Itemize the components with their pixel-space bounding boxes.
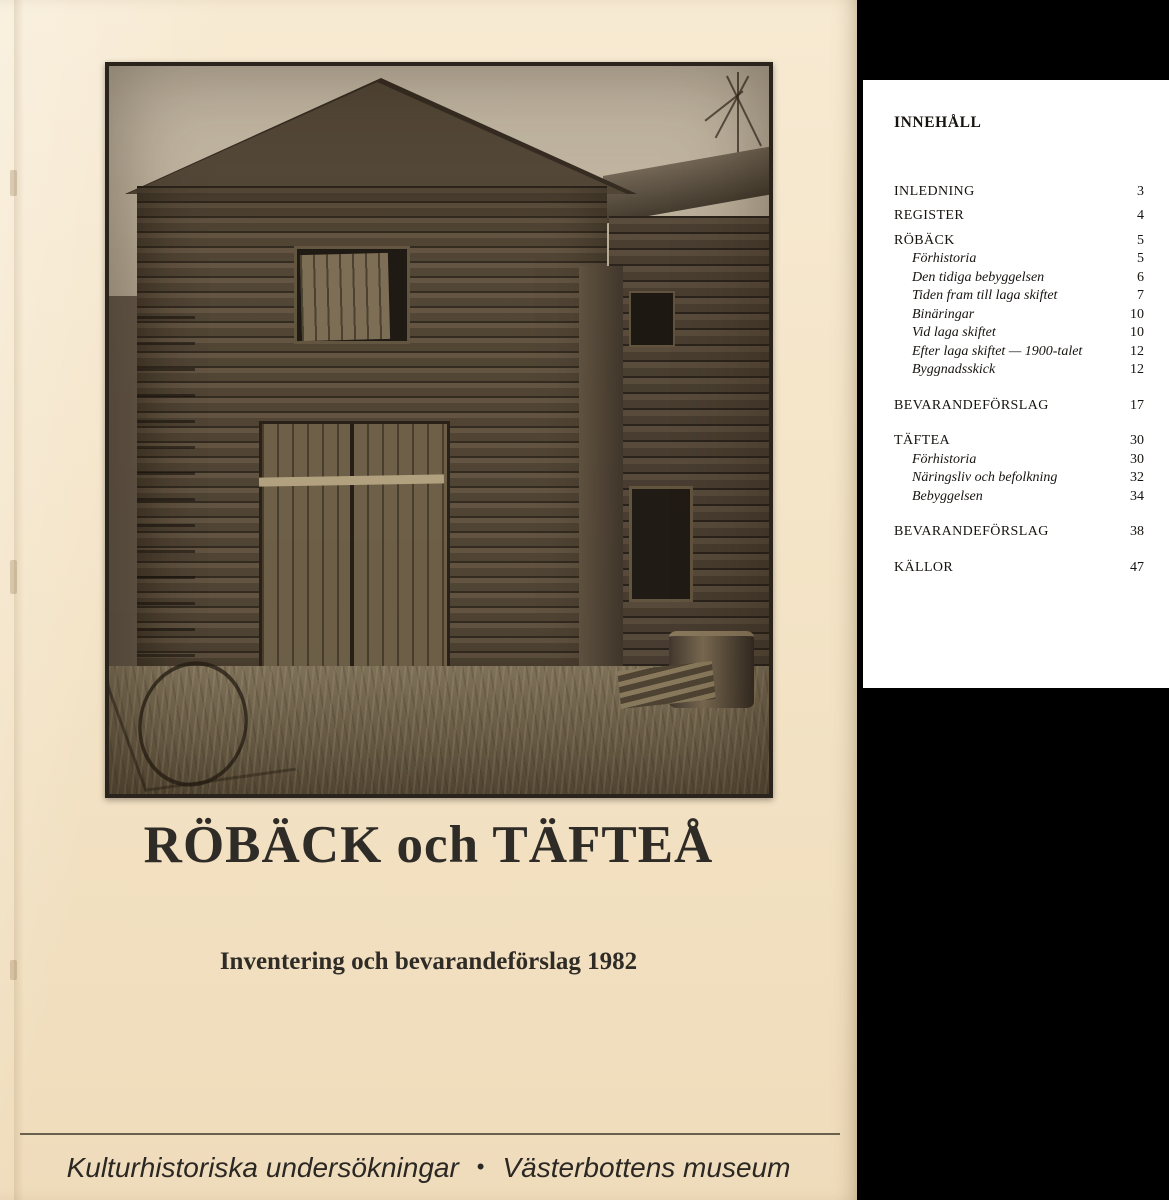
contents-entry[interactable] bbox=[894, 488, 1144, 506]
contents-entry[interactable] bbox=[894, 324, 1144, 342]
contents-entry-page: 32 bbox=[1130, 470, 1144, 486]
cover-subtitle: Inventering och bevarandeförslag 1982 bbox=[219, 948, 638, 975]
cover-photograph-frame bbox=[105, 62, 773, 798]
contents-spacer bbox=[894, 506, 1144, 523]
contents-entry-page: 30 bbox=[1130, 433, 1144, 449]
contents-entry-page: 4 bbox=[1137, 208, 1144, 224]
contents-entry-label: BEVARANDEFÖRSLAG bbox=[894, 524, 1049, 540]
contents-entry[interactable] bbox=[894, 250, 1144, 268]
table-of-contents-page bbox=[863, 80, 1169, 688]
contents-entry-label: RÖBÄCK bbox=[894, 232, 955, 248]
cover-photograph bbox=[109, 66, 769, 794]
contents-entry[interactable] bbox=[894, 287, 1144, 305]
cover-footer-right: Västerbottens museum bbox=[502, 1152, 791, 1183]
contents-entry-label: Näringsliv och befolkning bbox=[912, 470, 1058, 486]
contents-entry-page: 12 bbox=[1130, 362, 1144, 378]
contents-entry-label: Byggnadsskick bbox=[912, 362, 996, 378]
contents-spacer bbox=[894, 542, 1144, 559]
contents-entry[interactable] bbox=[894, 559, 1144, 577]
contents-entry-label: Tiden fram till laga skiftet bbox=[912, 288, 1058, 304]
contents-spacer bbox=[894, 415, 1144, 432]
cover-edge-mark bbox=[10, 560, 17, 594]
photo-vignette bbox=[109, 66, 769, 794]
contents-entry[interactable] bbox=[894, 207, 1144, 225]
contents-entry-page: 5 bbox=[1137, 232, 1144, 248]
contents-heading: INNEHÅLL bbox=[894, 114, 982, 131]
cover-title: RÖBÄCK och TÄFTEÅ bbox=[143, 816, 714, 874]
cover-edge-mark bbox=[10, 170, 17, 196]
contents-entry[interactable] bbox=[894, 523, 1144, 541]
contents-entry[interactable] bbox=[894, 451, 1144, 469]
contents-entry[interactable] bbox=[894, 469, 1144, 487]
contents-entry-label: KÄLLOR bbox=[894, 559, 954, 575]
contents-entry-label: Vid laga skiftet bbox=[912, 325, 996, 341]
contents-entry[interactable] bbox=[894, 183, 1144, 201]
contents-entry-page: 12 bbox=[1130, 343, 1144, 359]
contents-entry-page: 17 bbox=[1130, 397, 1144, 413]
contents-entry[interactable] bbox=[894, 306, 1144, 324]
contents-list bbox=[894, 166, 1144, 577]
contents-entry-page: 10 bbox=[1130, 306, 1144, 322]
contents-entry-page: 5 bbox=[1137, 251, 1144, 267]
contents-entry-label: INLEDNING bbox=[894, 184, 975, 199]
cover-footer bbox=[0, 1152, 857, 1184]
contents-entry[interactable] bbox=[894, 397, 1144, 415]
contents-entry-label: Den tidiga bebyggelsen bbox=[912, 269, 1045, 285]
cover-footer-left: Kulturhistoriska undersökningar bbox=[66, 1152, 459, 1183]
contents-entry-page: 3 bbox=[1137, 184, 1144, 199]
contents-entry-page: 30 bbox=[1130, 451, 1144, 467]
contents-entry-label: BEVARANDEFÖRSLAG bbox=[894, 397, 1049, 413]
contents-entry[interactable] bbox=[894, 361, 1144, 379]
contents-spacer bbox=[894, 380, 1144, 397]
contents-spacer bbox=[894, 166, 1144, 183]
contents-entry-label: Binäringar bbox=[912, 306, 975, 322]
contents-entry-page: 38 bbox=[1130, 524, 1144, 540]
contents-entry[interactable] bbox=[894, 232, 1144, 250]
contents-entry-label: Förhistoria bbox=[912, 251, 977, 267]
contents-entry-label: Bebyggelsen bbox=[912, 488, 983, 504]
contents-entry-label: Efter laga skiftet — 1900-talet bbox=[912, 343, 1083, 359]
contents-entry-page: 10 bbox=[1130, 325, 1144, 341]
contents-entry-page: 47 bbox=[1130, 559, 1144, 575]
contents-entry-page: 6 bbox=[1137, 269, 1144, 285]
contents-entry[interactable] bbox=[894, 269, 1144, 287]
contents-entry-label: REGISTER bbox=[894, 208, 965, 224]
contents-entry[interactable] bbox=[894, 343, 1144, 361]
contents-entry-label: Förhistoria bbox=[912, 451, 977, 467]
contents-entry-page: 34 bbox=[1130, 488, 1144, 504]
table-of-contents bbox=[894, 114, 1144, 577]
contents-entry[interactable] bbox=[894, 432, 1144, 450]
contents-entry-label: TÄFTEA bbox=[894, 433, 951, 449]
contents-entry-page: 7 bbox=[1137, 288, 1144, 304]
bullet-icon: • bbox=[476, 1154, 485, 1179]
cover-footer-divider bbox=[20, 1133, 840, 1135]
